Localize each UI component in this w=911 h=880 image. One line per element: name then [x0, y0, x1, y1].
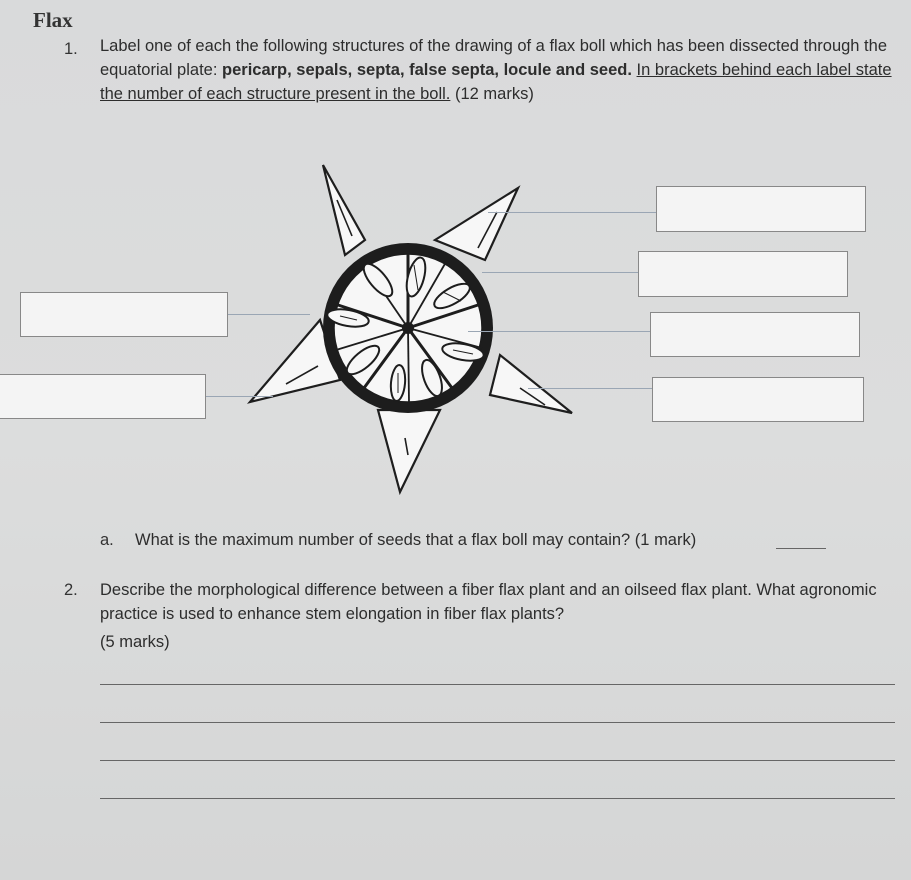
answer-line[interactable] — [100, 798, 895, 799]
label-box-5[interactable] — [20, 292, 228, 337]
leader-line — [205, 396, 273, 397]
question-2-text: Describe the morphological difference between a fiber flax plant and an oilseed flax plant. What agronomic practice is used to enhance stem elongation in fiber flax plants? — [100, 581, 877, 623]
sepal — [378, 410, 440, 492]
question-2-marks: (5 marks) — [100, 633, 170, 651]
answer-line[interactable] — [100, 760, 895, 761]
leader-line — [468, 331, 650, 332]
false-septum — [408, 328, 409, 402]
answer-line[interactable] — [100, 722, 895, 723]
answer-line[interactable] — [100, 684, 895, 685]
label-box-6[interactable] — [0, 374, 206, 419]
label-box-1[interactable] — [656, 186, 866, 232]
page-title: Flax — [33, 8, 73, 32]
label-box-3[interactable] — [650, 312, 860, 357]
sepal — [490, 355, 572, 413]
sepal — [323, 165, 365, 255]
label-box-2[interactable] — [638, 251, 848, 297]
leader-line — [228, 314, 310, 315]
question-1-marks: (12 marks) — [454, 85, 534, 103]
question-1-instruction: In brackets behind each label state the number of each structure present in the boll. — [100, 61, 892, 103]
leader-line — [528, 388, 652, 389]
label-box-4[interactable] — [652, 377, 864, 422]
sepal — [435, 188, 518, 260]
question-1-structures: pericarp, sepals, septa, false septa, locule and seed. — [222, 61, 632, 79]
leader-line — [482, 272, 638, 273]
question-1-intro: Label one of each the following structures of the drawing of a flax boll which has been dissected through the equatorial plate: — [100, 37, 887, 79]
question-1-number: 1. — [64, 40, 78, 58]
question-1a-letter: a. — [100, 531, 114, 549]
leader-line — [488, 212, 656, 213]
answer-line-1a[interactable] — [776, 548, 826, 549]
question-1a-text: What is the maximum number of seeds that a flax boll may contain? (1 mark) — [135, 531, 697, 549]
question-2-number: 2. — [64, 581, 78, 599]
